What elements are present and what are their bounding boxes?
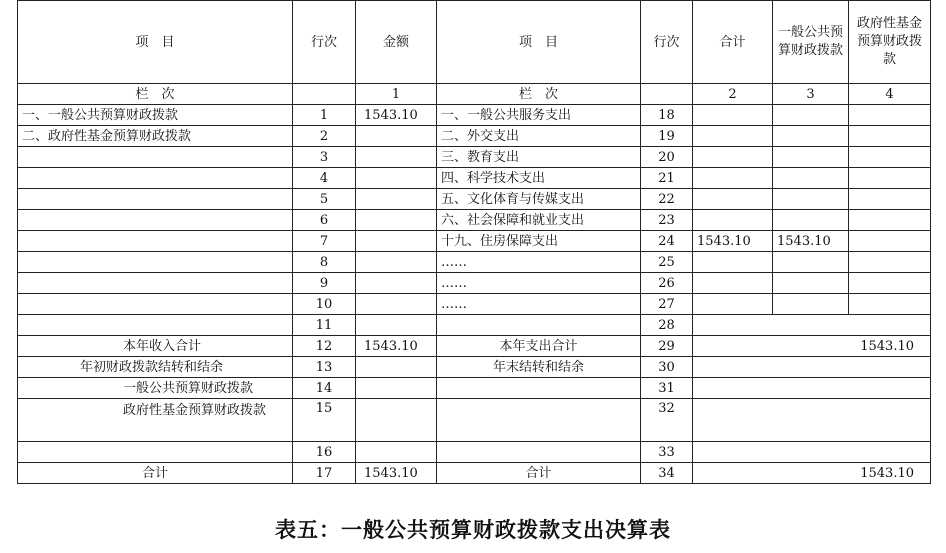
income-row-no: 9 bbox=[293, 273, 356, 294]
table-row: 11 28 bbox=[18, 315, 931, 336]
income-row-no: 10 bbox=[293, 294, 356, 315]
income-amount: 1543.10 bbox=[356, 105, 437, 126]
expense-label: …… bbox=[437, 294, 641, 315]
table-row bbox=[18, 231, 931, 252]
header-row-no: 行次 bbox=[293, 1, 356, 84]
expense-label: 一、一般公共服务支出 bbox=[437, 105, 641, 126]
expense-fund bbox=[849, 273, 931, 294]
table-row: 16 33 bbox=[18, 442, 931, 463]
income-row-no: 8 bbox=[293, 252, 356, 273]
income-amount bbox=[356, 231, 437, 252]
expense-label: …… bbox=[437, 273, 641, 294]
carry-general-row: 一般公共预算财政拨款 14 31 bbox=[18, 378, 931, 399]
expense-row-no: 23 bbox=[641, 210, 693, 231]
income-row-no: 7 bbox=[293, 231, 356, 252]
expense-label: 四、科学技术支出 bbox=[437, 168, 641, 189]
expense-total bbox=[693, 189, 773, 210]
expense-total: 1543.10 bbox=[693, 231, 773, 252]
expense-fund bbox=[849, 294, 931, 315]
expense-fund bbox=[849, 105, 931, 126]
expense-fund bbox=[849, 231, 931, 252]
expense-fund bbox=[849, 126, 931, 147]
table-row bbox=[18, 273, 931, 294]
expense-label: 五、文化体育与传媒支出 bbox=[437, 189, 641, 210]
expense-fund bbox=[849, 210, 931, 231]
income-label bbox=[18, 147, 293, 168]
column-3: 3 bbox=[773, 84, 849, 105]
expense-row-no: 25 bbox=[641, 252, 693, 273]
expense-general bbox=[773, 105, 849, 126]
expense-total bbox=[693, 147, 773, 168]
expense-label: 二、外交支出 bbox=[437, 126, 641, 147]
column-label: 栏 次 bbox=[18, 84, 293, 105]
income-amount bbox=[356, 126, 437, 147]
column-label-2: 栏 次 bbox=[437, 84, 641, 105]
expense-fund bbox=[849, 252, 931, 273]
income-amount bbox=[356, 147, 437, 168]
income-label bbox=[18, 273, 293, 294]
income-label bbox=[18, 189, 293, 210]
grand-total-row: 合计 17 1543.10 合计 34 1543.10 bbox=[18, 463, 931, 484]
income-row-no: 4 bbox=[293, 168, 356, 189]
header-general-budget: 一般公共预算财政拨款 bbox=[773, 1, 849, 84]
header-item-2: 项 目 bbox=[437, 1, 641, 84]
expense-label: 六、社会保障和就业支出 bbox=[437, 210, 641, 231]
header-fund-budget: 政府性基金预算财政拨款 bbox=[849, 1, 931, 84]
expense-label: …… bbox=[437, 252, 641, 273]
expense-row-no: 24 bbox=[641, 231, 693, 252]
carry-fund-row: 政府性基金预算财政拨款 15 32 bbox=[18, 399, 931, 442]
table-body bbox=[18, 1, 931, 105]
income-amount bbox=[356, 168, 437, 189]
expense-total bbox=[693, 210, 773, 231]
column-4: 4 bbox=[849, 84, 931, 105]
income-row-no: 5 bbox=[293, 189, 356, 210]
expense-general bbox=[773, 168, 849, 189]
expense-row-no: 19 bbox=[641, 126, 693, 147]
carry-fund-label: 政府性基金预算财政拨款 bbox=[123, 403, 267, 418]
expense-general bbox=[773, 126, 849, 147]
table-row bbox=[18, 105, 931, 126]
income-label: 一、一般公共预算财政拨款 bbox=[18, 105, 293, 126]
expense-row-no: 26 bbox=[641, 273, 693, 294]
column-1: 1 bbox=[356, 84, 437, 105]
income-row-no: 3 bbox=[293, 147, 356, 168]
income-amount bbox=[356, 252, 437, 273]
expense-general bbox=[773, 252, 849, 273]
expense-row-no: 27 bbox=[641, 294, 693, 315]
income-row-no: 1 bbox=[293, 105, 356, 126]
expense-total bbox=[693, 126, 773, 147]
income-label bbox=[18, 231, 293, 252]
table-row bbox=[18, 168, 931, 189]
expense-row-no: 22 bbox=[641, 189, 693, 210]
expense-fund bbox=[849, 189, 931, 210]
table-row bbox=[18, 126, 931, 147]
expense-total bbox=[693, 273, 773, 294]
table-row bbox=[18, 252, 931, 273]
expense-total bbox=[693, 105, 773, 126]
header-amount: 金额 bbox=[356, 1, 437, 84]
expenditure-table bbox=[17, 0, 931, 484]
expense-row-no: 21 bbox=[641, 168, 693, 189]
column-2: 2 bbox=[693, 84, 773, 105]
header-total: 合计 bbox=[693, 1, 773, 84]
income-row-no: 6 bbox=[293, 210, 356, 231]
table-row bbox=[18, 189, 931, 210]
expense-total bbox=[693, 294, 773, 315]
expense-general: 1543.10 bbox=[773, 231, 849, 252]
income-label bbox=[18, 252, 293, 273]
header-row bbox=[18, 1, 931, 84]
income-amount bbox=[356, 294, 437, 315]
header-item: 项 目 bbox=[18, 1, 293, 84]
income-amount bbox=[356, 189, 437, 210]
income-amount bbox=[356, 273, 437, 294]
expense-row-no: 18 bbox=[641, 105, 693, 126]
expense-row-no: 20 bbox=[641, 147, 693, 168]
expense-general bbox=[773, 273, 849, 294]
expense-fund bbox=[849, 147, 931, 168]
budget-table-sheet bbox=[17, 0, 930, 484]
header-row-no-2: 行次 bbox=[641, 1, 693, 84]
income-label bbox=[18, 168, 293, 189]
expense-general bbox=[773, 294, 849, 315]
expense-fund bbox=[849, 168, 931, 189]
expense-total bbox=[693, 168, 773, 189]
income-label bbox=[18, 210, 293, 231]
table-row bbox=[18, 147, 931, 168]
expense-general bbox=[773, 210, 849, 231]
summary-rows bbox=[18, 315, 931, 484]
carry-in-row: 年初财政拨款结转和结余 13 年末结转和结余 30 bbox=[18, 357, 931, 378]
expense-label: 十九、住房保障支出 bbox=[437, 231, 641, 252]
expense-general bbox=[773, 147, 849, 168]
income-label bbox=[18, 294, 293, 315]
column-number-row bbox=[18, 84, 931, 105]
table-caption: 表五：一般公共预算财政拨款支出决算表 bbox=[275, 517, 671, 542]
table-row bbox=[18, 210, 931, 231]
expense-label: 三、教育支出 bbox=[437, 147, 641, 168]
income-total-row: 本年收入合计 12 1543.10 本年支出合计 29 1543.10 bbox=[18, 336, 931, 357]
expense-general bbox=[773, 189, 849, 210]
income-row-no: 2 bbox=[293, 126, 356, 147]
income-label: 二、政府性基金预算财政拨款 bbox=[18, 126, 293, 147]
table-row bbox=[18, 294, 931, 315]
detail-rows bbox=[18, 105, 931, 315]
income-amount bbox=[356, 210, 437, 231]
expense-total bbox=[693, 252, 773, 273]
